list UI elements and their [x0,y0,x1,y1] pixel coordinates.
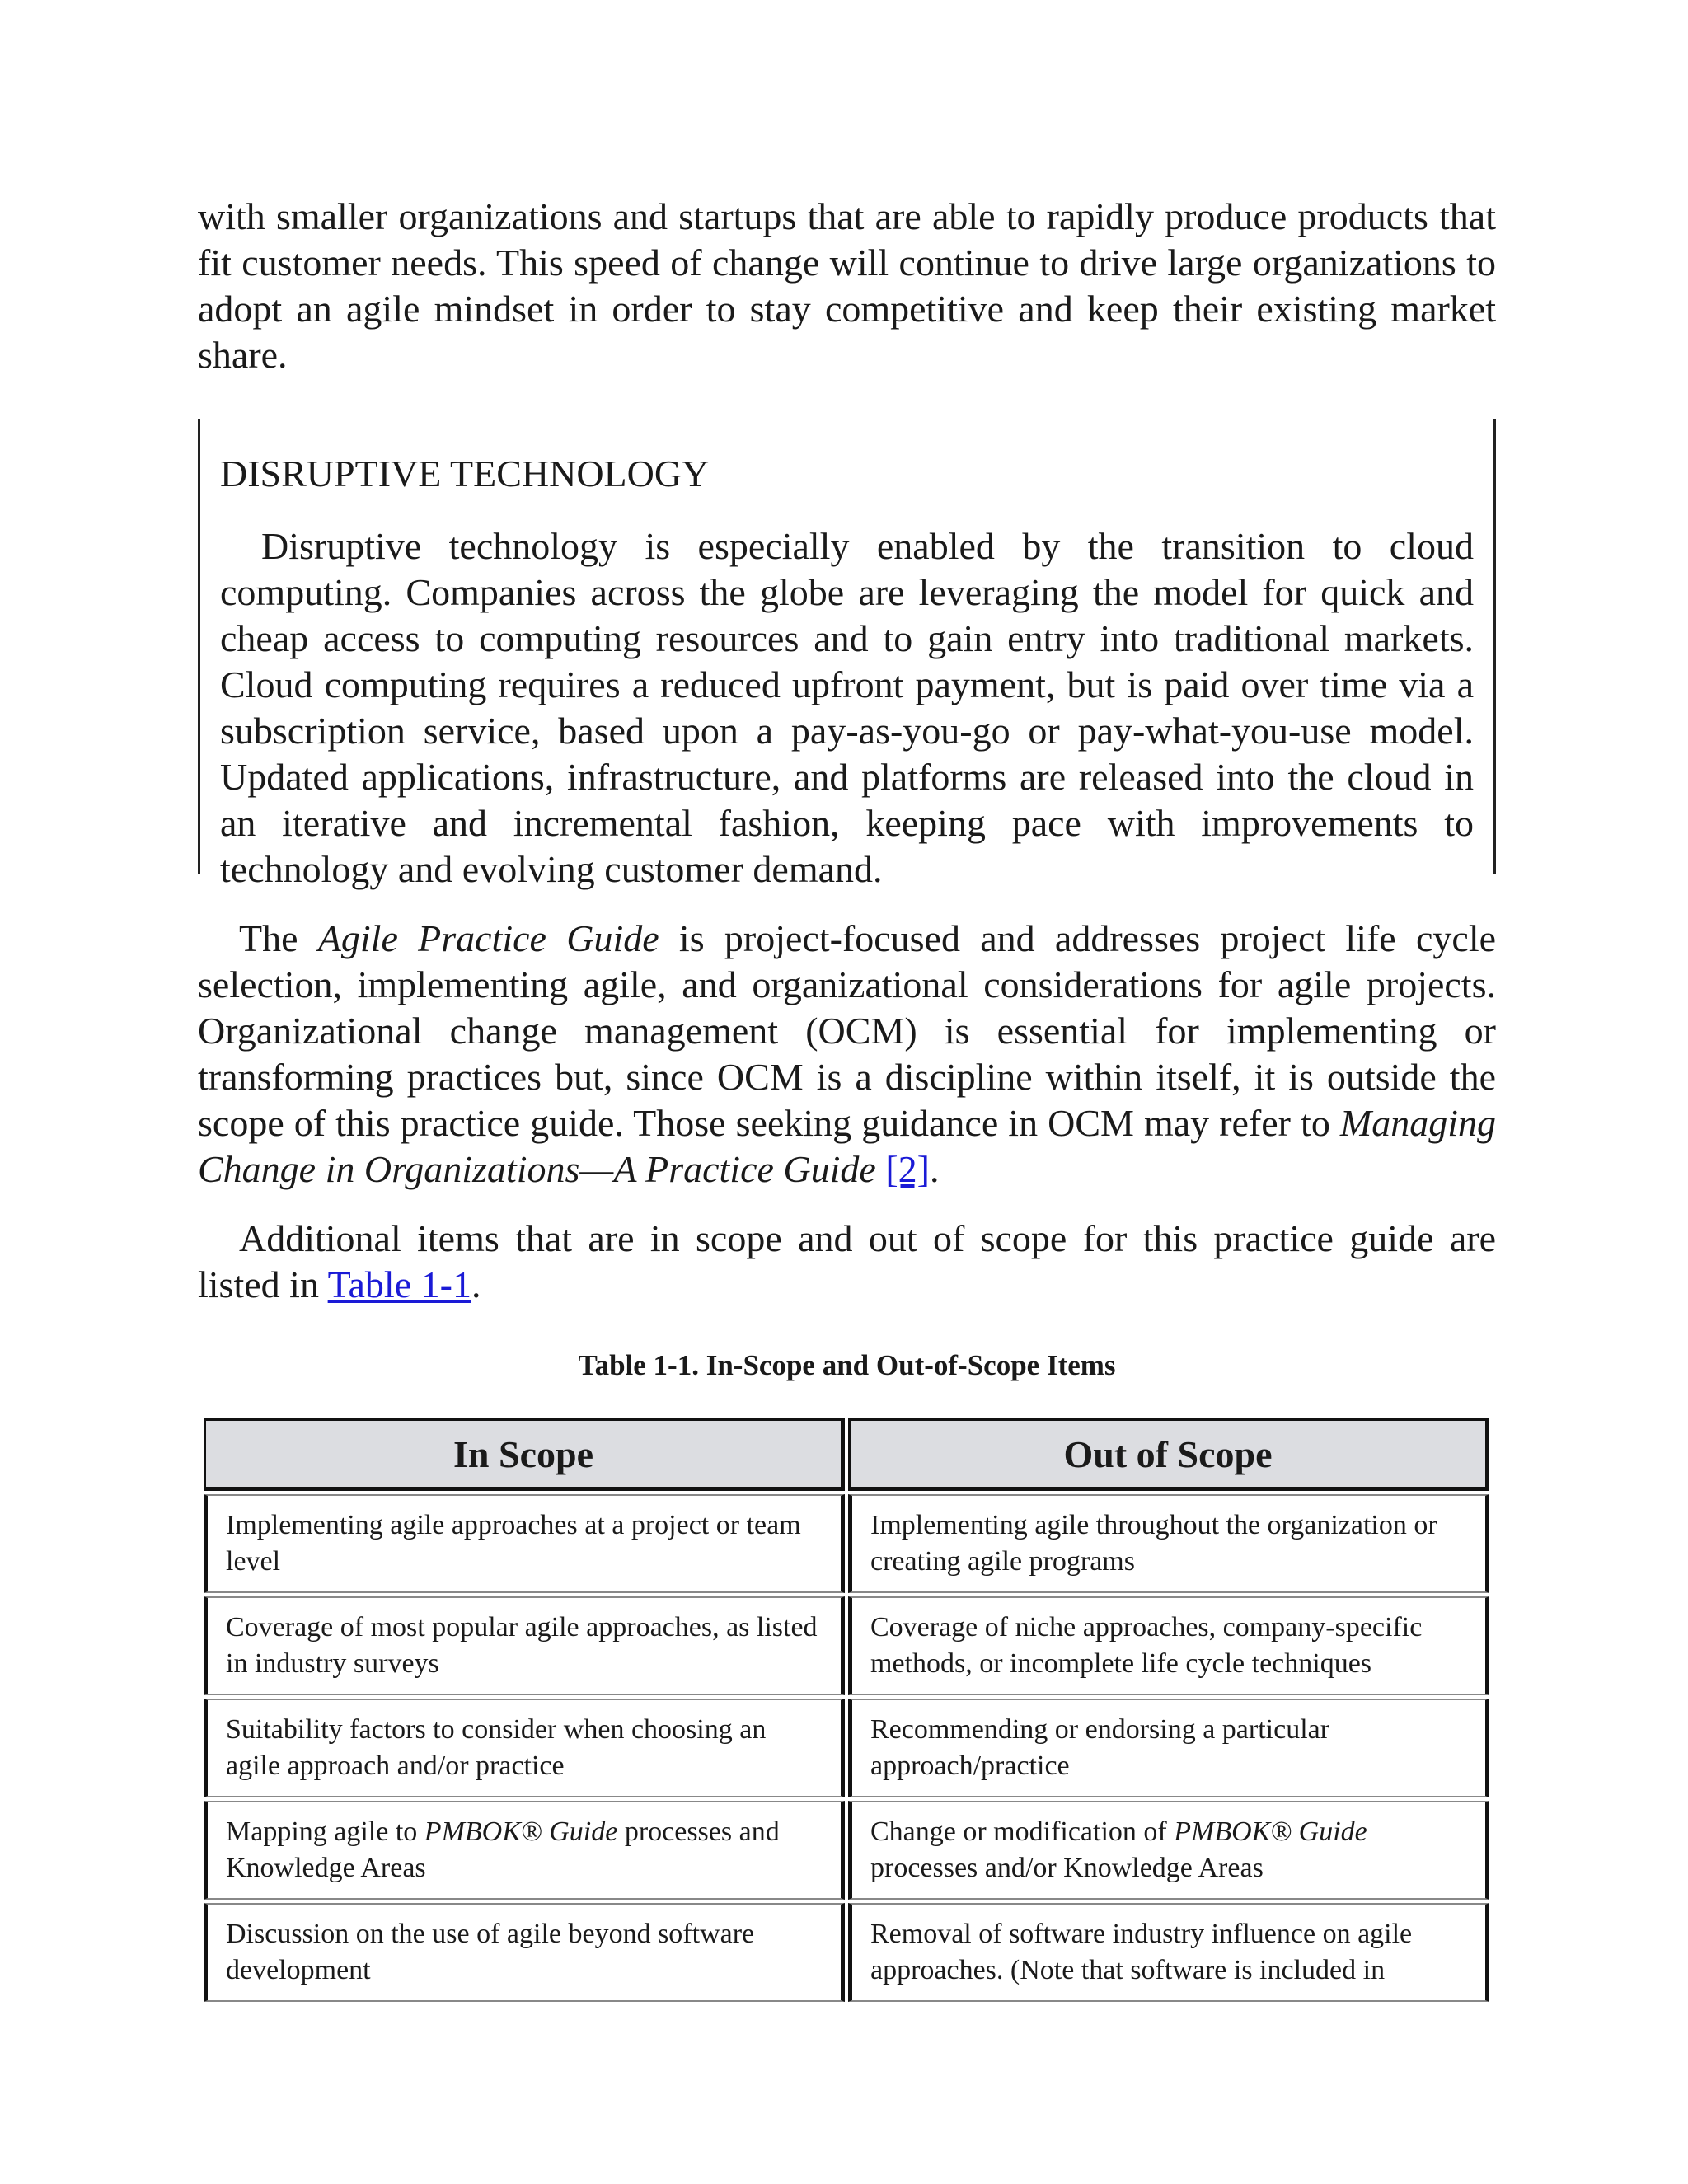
header-in-scope: In Scope [204,1418,845,1491]
table-row [204,1596,1489,1695]
cell-text: processes and Knowledge Areas [226,1816,780,1883]
cell-in-scope: Coverage of most popular agile approaches, as listed in industry surveys [204,1596,845,1695]
table-row [204,1699,1489,1797]
sidebar-body: Disruptive technology is especially enabled by the transition to cloud computing. Companies across the globe are leveraging the model for quick and cheap access to computing resources and to gain entry into traditional markets. Cloud computing requires a reduced upfront payment, but is paid over time via a subscription service, based upon a pay-as-you-go or pay-what-you-use model. Updated applications, infrastructure, and platforms are released into the cloud in an iterative and incremental fashion, keeping pace with improvements to technology and evolving customer demand. [220,525,1474,890]
sidebar-title: DISRUPTIVE TECHNOLOGY [220,452,710,494]
cell-text: Mapping agile to [226,1816,418,1847]
cell-in-scope: Discussion on the use of agile beyond software development [204,1903,845,2002]
intro-paragraph: with smaller organizations and startups that are able to rapidly produce products that fit customer needs. This speed of change will continue to drive large organizations to adopt an agile mindset in order to stay competitive and keep their existing market share. [198,195,1496,376]
ocm-reference-title: Managing Change in Organizations—A Practice Guide [198,1102,1497,1190]
cell-text: processes and/or Knowledge Areas [870,1853,1264,1883]
scope-table [200,1415,1493,2005]
cell-in-scope: Implementing agile approaches at a project or team level [204,1494,845,1593]
pmbok-guide-title: PMBOK® Guide [424,1816,618,1847]
page-content [198,194,1497,1985]
guide-the: The [239,917,298,959]
scope-end: . [471,1263,481,1305]
header-out-of-scope: Out of Scope [848,1418,1489,1491]
disruptive-technology-sidebar [198,419,1496,890]
table-header-row [204,1418,1489,1491]
cell-text: Change or modification of [870,1816,1167,1847]
reference-link-2[interactable]: [2] [885,1148,930,1190]
scope-text: Additional items that are in scope and out of scope for this practice guide are listed in [198,1217,1496,1305]
table-row [204,1801,1489,1900]
cell-out-of-scope [848,1801,1489,1900]
cell-in-scope [204,1801,845,1900]
table-row [204,1903,1489,2002]
guide-paragraph [198,916,1496,1193]
guide-end: . [929,1148,940,1190]
guide-text: is project-focused and addresses project life cycle selection, implementing agile, and organizational considerations for agile projects. Organizational change management (OCM) is essential for implementing or transforming practices but, since OCM is a discipline within itself, it is outside the scope of this practice guide. Those seeking guidance in OCM may refer to [198,917,1497,1144]
guide-title: Agile Practice Guide [317,917,659,959]
cell-out-of-scope: Coverage of niche approaches, company-specific methods, or incomplete life cycle techniques [848,1596,1489,1695]
pmbok-guide-title: PMBOK® Guide [1174,1816,1367,1847]
cell-in-scope: Suitability factors to consider when choosing an agile approach and/or practice [204,1699,845,1797]
scope-paragraph [198,1216,1496,1308]
table-caption: Table 1-1. In-Scope and Out-of-Scope Items [578,1349,1116,1381]
table-1-1-link[interactable]: Table 1-1 [327,1263,471,1305]
cell-out-of-scope: Removal of software industry influence on agile approaches. (Note that software is included in [848,1903,1489,2002]
cell-out-of-scope: Recommending or endorsing a particular approach/practice [848,1699,1489,1797]
cell-out-of-scope: Implementing agile throughout the organization or creating agile programs [848,1494,1489,1593]
table-row [204,1494,1489,1593]
scope-table-container [198,1415,1496,1985]
